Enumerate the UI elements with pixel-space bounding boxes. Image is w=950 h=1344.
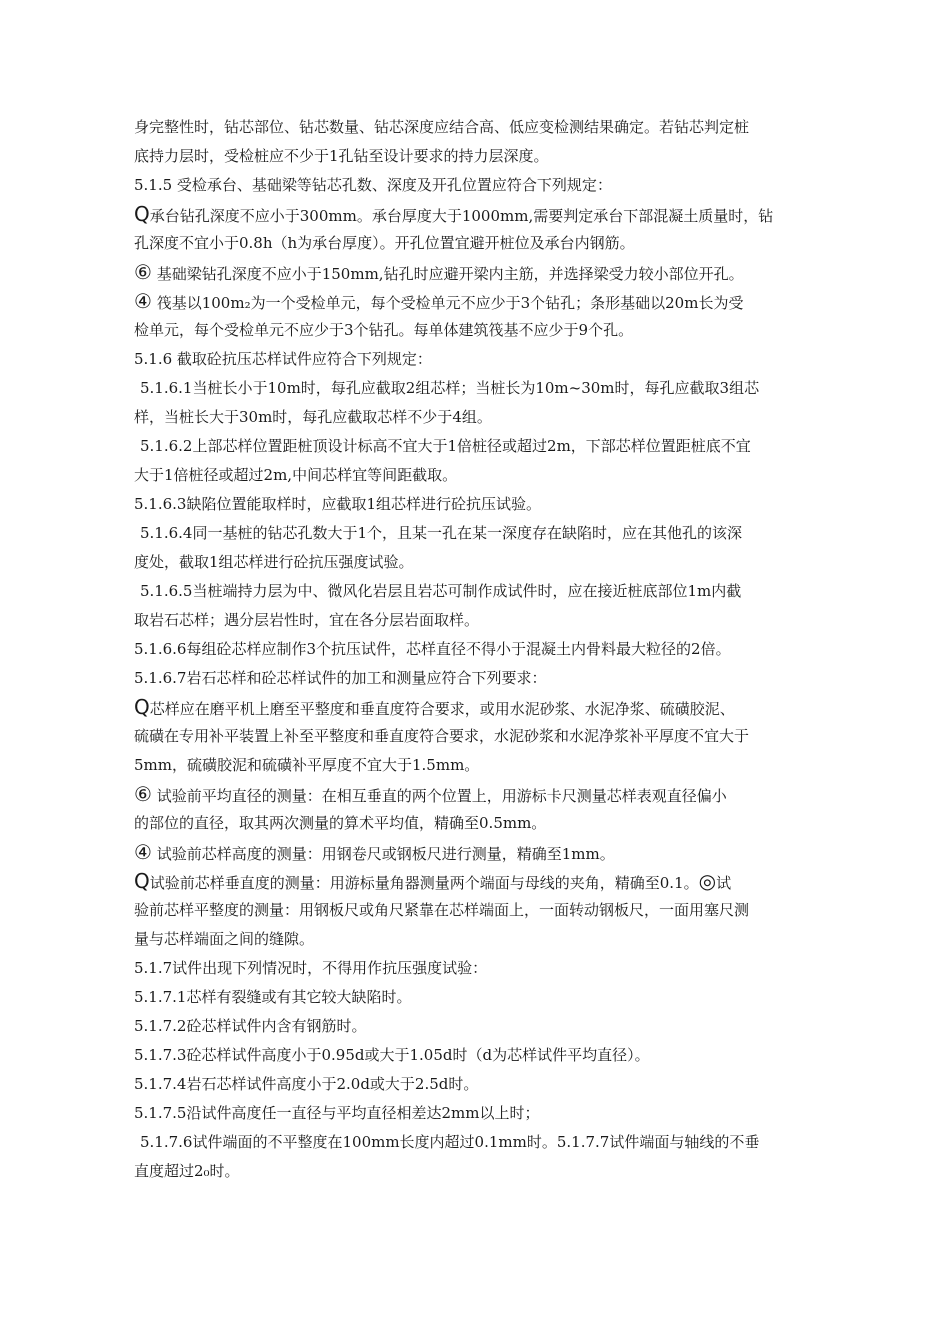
text-line: 5.1.6.2上部芯样位置距桩顶设计标高不宜大于1倍桩径或超过2m，下部芯样位置距桩底不宜 — [140, 437, 751, 455]
list-item-4 — [134, 838, 834, 867]
text-line: 5.1.7.6试件端面的不平整度在100mm长度内超过0.1mm时。5.1.7.7试件端面与轴线的不垂 — [140, 1133, 760, 1151]
text-line: 5.1.6.7岩石芯样和砼芯样试件的加工和测量应符合下列要求： — [134, 669, 547, 687]
text-line: 5.1.6.3缺陷位置能取样时，应截取1组芯样进行砼抗压试验。 — [134, 495, 542, 513]
text-line: 芯样应在磨平机上磨至平整度和垂直度符合要求，或用水泥砂浆、水泥净浆、硫磺胶泥、 — [149, 700, 735, 718]
text-line: 5.1.7.5沿试件高度任一直径与平均直径相差达2mm以上时； — [134, 1104, 540, 1122]
text-line: 试验前芯样高度的测量：用钢卷尺或钢板尺进行测量，精确至1mm。 — [156, 845, 615, 863]
text-line: 大于1倍桩径或超过2m,中间芯样宜等间距截取。 — [134, 466, 458, 484]
q-mark-icon: Q — [134, 695, 150, 719]
text-line: 取岩石芯样；遇分层岩性时，宜在各分层岩面取样。 — [134, 611, 480, 629]
circled-six-icon: ⑥ — [134, 782, 152, 806]
text-line: 基础梁钻孔深度不应小于150mm,钻孔时应避开梁内主筋，并选择梁受力较小部位开孔。 — [156, 265, 744, 283]
text-line: 身完整性时，钻芯部位、钻芯数量、钻芯深度应结合高、低应变检测结果确定。若钻芯判定桩 — [134, 118, 750, 136]
text-line: 5.1.7.3砼芯样试件高度小于0.95d或大于1.05d时（d为芯样试件平均直径）。 — [134, 1046, 650, 1064]
text-line: 筏基以100m₂为一个受检单元，每个受检单元不应少于3个钻孔；条形基础以20m长为受 — [156, 294, 744, 312]
text-line: 量与芯样端面之间的缝隙。 — [134, 930, 315, 948]
text-line: 样，当桩长大于30m时，每孔应截取芯样不少于4组。 — [134, 408, 492, 426]
text-line: 5.1.6.5当桩端持力层为中、微风化岩层且岩芯可制作成试件时，应在接近桩底部位1m内截 — [140, 582, 742, 600]
q-mark-icon: Q — [134, 202, 150, 226]
text-line: 试验前平均直径的测量：在相互垂直的两个位置上，用游标卡尺测量芯样表观直径偏小 — [156, 787, 727, 805]
text-line: 5.1.7.1芯样有裂缝或有其它较大缺陷时。 — [134, 988, 412, 1006]
text-line: 5.1.7.4岩石芯样试件高度小于2.0d或大于2.5d时。 — [134, 1075, 479, 1093]
text-line: 的部位的直径，取其两次测量的算术平均值，精确至0.5mm。 — [134, 814, 547, 832]
text-line: 5.1.6.1当桩长小于10m时，每孔应截取2组芯样；当桩长为10m~30m时，每孔应截取3组芯 — [140, 379, 760, 397]
text-line: 5.1.6.4同一基桩的钻芯孔数大于1个，且某一孔在某一深度存在缺陷时，应在其他孔的该深 — [140, 524, 743, 542]
text-line: 试验前芯样垂直度的测量：用游标量角器测量两个端面与母线的夹角，精确至0.1。 — [149, 874, 699, 892]
text-line: 直度超过2₀时。 — [134, 1162, 240, 1180]
circled-four-icon: ④ — [134, 840, 152, 864]
text-line: 试 — [716, 874, 732, 892]
text-line: 5.1.6.6每组砼芯样应制作3个抗压试件，芯样直径不得小于混凝土内骨料最大粒径的2倍。 — [134, 640, 731, 658]
text-line: 5mm，硫磺胶泥和硫磺补平厚度不宜大于1.5mm。 — [134, 756, 480, 774]
q-mark-icon: Q — [134, 869, 150, 893]
list-item-q — [134, 200, 834, 229]
section-heading-5-1-5: 5.1.5 受检承台、基础梁等钻芯孔数、深度及开孔位置应符合下列规定： — [134, 176, 612, 194]
text-line: 孔深度不宜小于0.8h（h为承台厚度）。开孔位置宜避开桩位及承台内钢筋。 — [134, 234, 635, 252]
document-body — [134, 113, 834, 1186]
text-line: 度处，截取1组芯样进行砼抗压强度试验。 — [134, 553, 414, 571]
section-heading-5-1-6: 5.1.6 截取砼抗压芯样试件应符合下列规定： — [134, 350, 432, 368]
text-line: 承台钻孔深度不应小于300mm。承台厚度大于1000mm,需要判定承台下部混凝土质量时，钻 — [149, 207, 774, 225]
text-line: 5.1.7.2砼芯样试件内含有钢筋时。 — [134, 1017, 367, 1035]
list-item-q — [134, 867, 834, 896]
text-line: 硫磺在专用补平装置上补至平整度和垂直度符合要求，水泥砂浆和水泥净浆补平厚度不宜大于 — [134, 727, 750, 745]
list-item-4 — [134, 287, 834, 316]
list-item-q — [134, 693, 834, 722]
list-item-6 — [134, 780, 834, 809]
text-line: 底持力层时，受检桩应不少于1孔钻至设计要求的持力层深度。 — [134, 147, 549, 165]
list-item-6 — [134, 258, 834, 287]
text-line: 检单元，每个受检单元不应少于3个钻孔。每单体建筑筏基不应少于9个孔。 — [134, 321, 634, 339]
text-line: 验前芯样平整度的测量：用钢板尺或角尺紧靠在芯样端面上，一面转动钢板尺，一面用塞尺测 — [134, 901, 750, 919]
bullseye-icon: ◎ — [698, 869, 717, 893]
section-heading-5-1-7: 5.1.7试件出现下列情况时，不得用作抗压强度试验： — [134, 959, 488, 977]
circled-six-icon: ⑥ — [134, 260, 152, 284]
circled-four-icon: ④ — [134, 289, 152, 313]
